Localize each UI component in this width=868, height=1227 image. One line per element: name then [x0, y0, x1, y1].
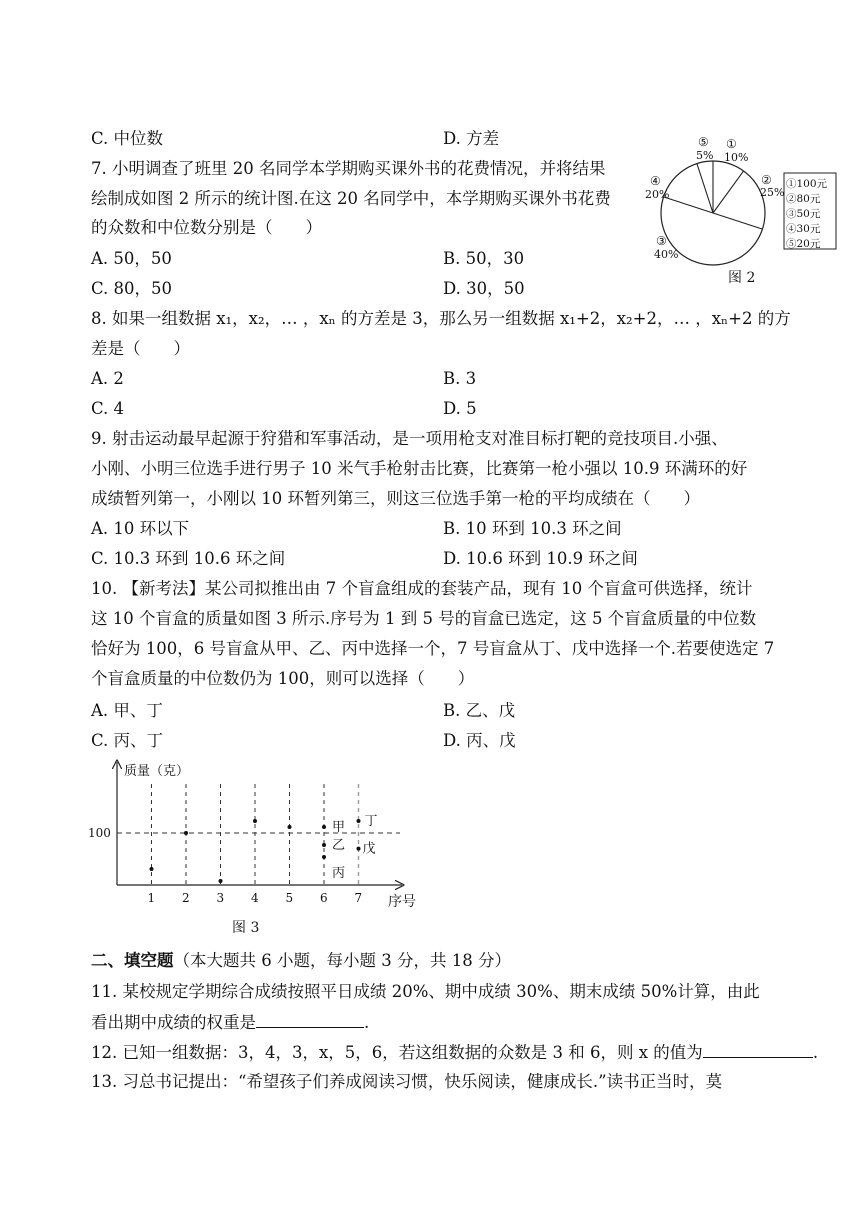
x-tick-label-7: 7 [354, 891, 363, 905]
slice-4-percent: 20% [645, 188, 670, 201]
data-point-label-6: 甲 [332, 820, 346, 835]
x-tick-label-5: 5 [285, 891, 294, 905]
q10-text-2: 这 10 个盲盒的质量如图 3 所示.序号为 1 到 5 号的盲盒已选定，这 5 个盲盒质量的中位数 [91, 609, 757, 628]
vertical-gridlines [152, 784, 359, 885]
section-2-heading [91, 950, 511, 972]
q7-text-2: 绘制成如图 2 所示的统计图.在这 20 名同学中，本学期购买课外书花费 [91, 189, 611, 208]
slice-1-percent: 10% [724, 151, 749, 164]
legend-item-1: ①100元 [786, 178, 828, 190]
q11-text-1: 11. 某校规定学期综合成绩按照平日成绩 20%、期中成绩 30%、期末成绩 50%计算，由此 [91, 982, 760, 1001]
q12-text-content: 12. 已知一组数据：3，4，3，x，5，6，若这组数据的众数是 3 和 6，则 x 的值为 [91, 1043, 703, 1062]
slice-5-number: ⑤ [698, 135, 709, 149]
q7-text-1: 7. 小明调查了班里 20 名同学本学期购买课外书的花费情况，并将结果 [91, 159, 606, 178]
pie-legend [784, 173, 836, 250]
q6-option-d: D. 方差 [443, 129, 500, 148]
x-tick-label-6: 6 [320, 891, 328, 905]
section-2-subtitle: （本大题共 6 小题，每小题 3 分，共 18 分） [173, 951, 511, 970]
q10-text-4: 个盲盒质量的中位数仍为 100，则可以选择（ ） [91, 669, 475, 688]
q7-option-b: B. 50，30 [443, 249, 525, 268]
x-tick-label-1: 1 [147, 891, 156, 905]
data-point-5 [288, 825, 292, 829]
q8-option-c: C. 4 [91, 399, 125, 418]
q7-option-c: C. 80，50 [91, 279, 173, 298]
q7-option-a: A. 50，50 [91, 249, 172, 268]
data-point-label-10: 戊 [362, 841, 376, 857]
data-point-4 [253, 819, 257, 823]
q9-text-3: 成绩暂列第一，小刚以 10 环暂列第三，则这三位选手第一枪的平均成绩在（ ） [91, 489, 700, 508]
q10-option-d: D. 丙、戊 [443, 731, 516, 750]
data-point-1 [150, 867, 154, 871]
figure-3-scatter-chart [80, 756, 440, 941]
data-point-9 [357, 819, 361, 823]
section-2-title: 二、填空题 [91, 951, 174, 970]
x-tick-label-2: 2 [182, 891, 190, 905]
q9-text-2: 小刚、小明三位选手进行男子 10 米气手枪射击比赛，比赛第一枪小强以 10.9 环满环的好 [91, 459, 748, 478]
data-point-label-9: 丁 [364, 814, 378, 829]
y-reference-label: 100 [88, 826, 111, 840]
x-axis-label: 序号 [388, 894, 416, 910]
q9-text-1: 9. 射击运动最早起源于狩猎和军事活动，是一项用枪支对准目标打靶的竞技项目.小强、 [91, 429, 728, 448]
q11-answer-blank[interactable] [256, 1011, 364, 1028]
slice-1-number: ① [726, 137, 737, 151]
q10-option-b: B. 乙、戊 [443, 701, 516, 720]
q7-text-3: 的众数和中位数分别是（ ） [91, 218, 322, 237]
q9-option-b: B. 10 环到 10.3 环之间 [443, 519, 622, 538]
q10-option-c: C. 丙、丁 [91, 731, 164, 750]
q11-text-2 [91, 1011, 369, 1034]
figure-2-pie-chart [640, 130, 840, 290]
q7-option-d: D. 30，50 [443, 279, 525, 298]
slice-3-number: ③ [656, 234, 667, 248]
legend-item-4: ④30元 [786, 223, 821, 235]
q8-option-d: D. 5 [443, 399, 477, 418]
slice-4-number: ④ [650, 174, 661, 188]
data-points [150, 814, 378, 883]
data-point-2 [184, 831, 188, 835]
q8-text-1: 8. 如果一组数据 x₁，x₂，… ，xₙ 的方差是 3，那么另一组数据 x₁+2，x₂+2，… ，xₙ+2 的方 [91, 309, 791, 328]
q10-option-a: A. 甲、丁 [91, 701, 163, 720]
q10-text-1: 10. 【新考法】某公司拟推出由 7 个盲盒组成的套装产品，现有 10 个盲盒可供选择，统计 [91, 579, 753, 598]
data-point-7 [322, 843, 326, 847]
q8-option-a: A. 2 [91, 369, 124, 388]
y-axis-label: 质量（克） [124, 764, 190, 779]
slice-3-percent: 40% [654, 248, 679, 261]
x-tick-label-3: 3 [216, 891, 225, 905]
q9-option-a: A. 10 环以下 [91, 519, 190, 538]
q12-text [91, 1041, 818, 1064]
legend-item-3: ③50元 [786, 208, 821, 220]
legend-item-2: ②80元 [786, 193, 821, 205]
slice-2-percent: 25% [760, 186, 785, 199]
q10-text-3: 恰好为 100，6 号盲盒从甲、乙、丙中选择一个，7 号盲盒从丁、戊中选择一个.若要使选定 7 [91, 639, 775, 658]
q11-text-2-content: 看出期中成绩的权重是 [91, 1013, 256, 1032]
q9-option-d: D. 10.6 环到 10.9 环之间 [443, 549, 638, 568]
q6-option-c: C. 中位数 [91, 129, 164, 148]
figure-3-caption: 图 3 [232, 920, 260, 936]
q12-answer-blank[interactable] [703, 1041, 813, 1058]
x-tick-labels [148, 891, 363, 905]
q13-text: 13. 习总书记提出：“希望孩子们养成阅读习惯，快乐阅读，健康成长.”读书正当时，莫 [91, 1072, 723, 1091]
q9-option-c: C. 10.3 环到 10.6 环之间 [91, 549, 286, 568]
q8-text-2: 差是（ ） [91, 339, 190, 358]
data-point-label-8: 丙 [332, 866, 346, 881]
x-tick-label-4: 4 [251, 891, 259, 905]
data-point-10 [357, 847, 361, 851]
slice-5-percent: 5% [696, 149, 714, 162]
data-point-8 [322, 855, 326, 859]
data-point-3 [219, 879, 223, 883]
data-point-6 [322, 825, 326, 829]
q11-end: . [364, 1013, 370, 1032]
slice-2-number: ② [761, 173, 772, 187]
data-point-label-7: 乙 [332, 838, 346, 853]
legend-item-5: ⑤20元 [786, 238, 821, 250]
q8-option-b: B. 3 [443, 369, 477, 388]
q12-end: . [812, 1043, 819, 1062]
figure-2-caption: 图 2 [728, 270, 756, 286]
